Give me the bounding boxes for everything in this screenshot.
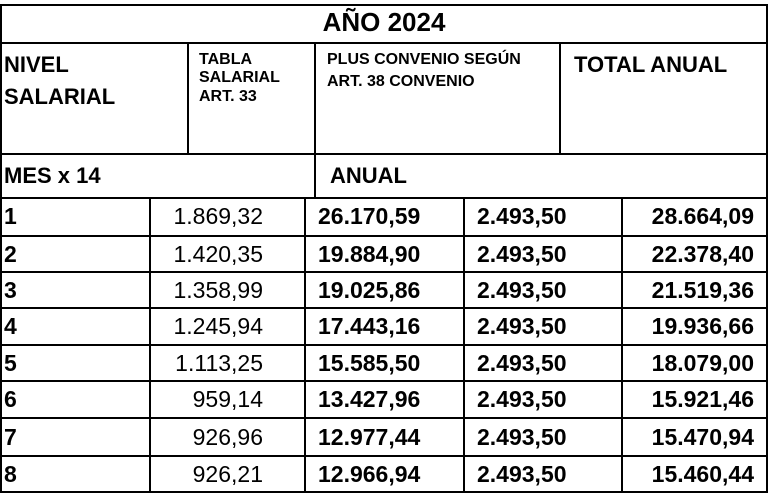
grid-line bbox=[0, 4, 768, 6]
cell-anual: 17.443,16 bbox=[318, 313, 421, 339]
grid-line bbox=[0, 380, 768, 382]
grid-line bbox=[0, 491, 768, 493]
cell-mes: 1.869,32 bbox=[173, 203, 263, 229]
cell-nivel: 2 bbox=[4, 241, 17, 267]
cell-mes: 926,96 bbox=[192, 424, 263, 450]
cell-nivel: 5 bbox=[4, 350, 17, 376]
header-tabla bbox=[199, 51, 280, 106]
cell-mes: 1.358,99 bbox=[173, 277, 263, 303]
grid-line bbox=[559, 42, 561, 155]
grid-line bbox=[314, 42, 316, 199]
cell-anual: 19.025,86 bbox=[318, 277, 421, 303]
header-plus-line-2: ART. 38 CONVENIO bbox=[327, 73, 475, 91]
grid-line bbox=[0, 344, 768, 346]
cell-mes: 926,21 bbox=[192, 461, 263, 487]
cell-anual: 12.977,44 bbox=[318, 424, 421, 450]
cell-total: 28.664,09 bbox=[651, 203, 754, 229]
header-total-anual: TOTAL ANUAL bbox=[574, 52, 728, 77]
cell-nivel: 3 bbox=[4, 277, 17, 303]
grid-line bbox=[0, 455, 768, 457]
table-title: AÑO 2024 bbox=[322, 7, 446, 37]
cell-total: 19.936,66 bbox=[651, 313, 754, 339]
subheader-mes: MES x 14 bbox=[4, 163, 101, 188]
grid-line bbox=[304, 197, 306, 493]
header-nivel-line-2: SALARIAL bbox=[4, 84, 116, 110]
cell-anual: 13.427,96 bbox=[318, 386, 421, 412]
cell-total: 18.079,00 bbox=[651, 350, 754, 376]
cell-plus: 2.493,50 bbox=[477, 461, 567, 487]
grid-line bbox=[0, 235, 768, 237]
grid-line bbox=[0, 197, 768, 199]
cell-anual: 19.884,90 bbox=[318, 241, 421, 267]
cell-anual: 15.585,50 bbox=[318, 350, 421, 376]
cell-mes: 1.113,25 bbox=[175, 350, 263, 376]
cell-plus: 2.493,50 bbox=[477, 386, 567, 412]
header-tabla-line-2: SALARIAL bbox=[199, 69, 280, 87]
cell-plus: 2.493,50 bbox=[477, 313, 567, 339]
cell-plus: 2.493,50 bbox=[477, 350, 567, 376]
cell-mes: 1.420,35 bbox=[173, 241, 263, 267]
grid-line bbox=[0, 4, 2, 493]
header-plus-line-1: PLUS CONVENIO SEGÚN bbox=[327, 51, 521, 68]
grid-line bbox=[0, 153, 768, 155]
cell-nivel: 7 bbox=[4, 424, 17, 450]
cell-nivel: 6 bbox=[4, 386, 17, 412]
cell-total: 15.460,44 bbox=[651, 461, 754, 487]
cell-anual: 12.966,94 bbox=[318, 461, 421, 487]
grid-line bbox=[187, 42, 189, 155]
cell-nivel: 8 bbox=[4, 461, 17, 487]
header-tabla-line-3: ART. 33 bbox=[199, 87, 257, 105]
header-nivel-line-1: NIVEL bbox=[4, 52, 69, 77]
cell-mes: 959,14 bbox=[192, 386, 263, 412]
grid-line bbox=[463, 197, 465, 493]
cell-anual: 26.170,59 bbox=[318, 203, 421, 229]
cell-plus: 2.493,50 bbox=[477, 241, 567, 267]
cell-total: 15.470,94 bbox=[651, 424, 754, 450]
cell-nivel: 4 bbox=[4, 313, 17, 339]
cell-nivel: 1 bbox=[4, 203, 17, 229]
cell-plus: 2.493,50 bbox=[477, 203, 567, 229]
header-tabla-line-1: TABLA bbox=[199, 51, 253, 68]
header-plus-convenio bbox=[327, 51, 521, 92]
cell-total: 22.378,40 bbox=[651, 241, 754, 267]
grid-line bbox=[0, 417, 768, 419]
cell-plus: 2.493,50 bbox=[477, 424, 567, 450]
grid-line bbox=[0, 271, 768, 273]
grid-line bbox=[0, 42, 768, 44]
subheader-anual: ANUAL bbox=[330, 163, 407, 188]
grid-line bbox=[0, 307, 768, 309]
cell-total: 15.921,46 bbox=[651, 386, 754, 412]
header-nivel bbox=[4, 52, 115, 110]
cell-plus: 2.493,50 bbox=[477, 277, 567, 303]
cell-mes: 1.245,94 bbox=[173, 313, 263, 339]
cell-total: 21.519,36 bbox=[651, 277, 754, 303]
